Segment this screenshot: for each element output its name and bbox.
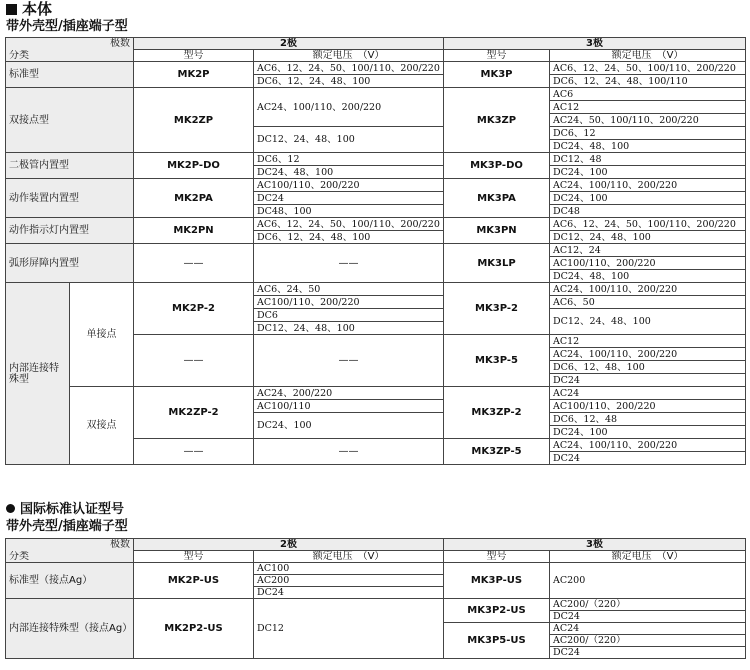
voltage-cell: DC24 (550, 374, 746, 387)
voltage-cell: AC24、100/110、200/220 (550, 348, 746, 361)
voltage-cell: DC12 (254, 599, 444, 659)
model-mk2pa: MK2PA (134, 179, 254, 218)
voltage-cell: DC24、100 (254, 413, 444, 439)
voltage-cell: AC6、12、24、50、100/110、200/220 (254, 218, 444, 231)
poles-2-header: 2极 (134, 539, 444, 551)
model-mk3p-5: MK3P-5 (444, 335, 550, 387)
model-header-2: 型号 (134, 50, 254, 62)
voltage-cell: AC24 (550, 623, 746, 635)
voltage-header-2: 额定电压 （V） (254, 50, 444, 62)
voltage-cell: AC24、50、100/110、200/220 (550, 114, 746, 127)
poles-label: 极数 (6, 38, 134, 50)
section1-subtitle: 带外壳型/插座端子型 (6, 19, 128, 34)
model-mk3p2-us: MK3P2-US (444, 599, 550, 623)
voltage-cell: DC24、48、100 (254, 166, 444, 179)
category-standard-ag: 标准型（接点Ag） (6, 563, 134, 599)
voltage-cell: AC6 (550, 88, 746, 101)
voltage-cell: AC6、24、50 (254, 283, 444, 296)
model-mk2p-do: MK2P-DO (134, 153, 254, 179)
voltage-header-2: 额定电压 （V） (254, 551, 444, 563)
model-mk2p-2: MK2P-2 (134, 283, 254, 335)
voltage-cell: DC24 (550, 452, 746, 465)
voltage-cell: DC6、12、48 (550, 413, 746, 426)
circle-bullet-icon (6, 504, 15, 513)
voltage-cell: AC12、24 (550, 244, 746, 257)
model-mk3p-do: MK3P-DO (444, 153, 550, 179)
voltage-cell: DC12、24、48、100 (254, 322, 444, 335)
model-mk3zp-2: MK3ZP-2 (444, 387, 550, 439)
category-diode: 二极管内置型 (6, 153, 134, 179)
voltage-cell: AC200/（220） (550, 599, 746, 611)
model-mk3p5-us: MK3P5-US (444, 623, 550, 659)
voltage-cell: AC24、100/110、200/220 (550, 439, 746, 452)
poles-3-header: 3极 (444, 539, 746, 551)
category-standard: 标准型 (6, 62, 134, 88)
model-header-3: 型号 (444, 551, 550, 563)
category-internal-ag: 内部连接特殊型（接点Ag） (6, 599, 134, 659)
voltage-header-3: 额定电压 （V） (550, 50, 746, 62)
certified-spec-table (5, 538, 746, 659)
model-none: —— (134, 335, 254, 387)
category-double-contact: 双接点型 (6, 88, 134, 153)
voltage-cell: AC100/110 (254, 400, 444, 413)
voltage-cell: AC100/110、200/220 (254, 296, 444, 309)
voltage-cell: DC24、48、100 (550, 140, 746, 153)
model-mk2p-us: MK2P-US (134, 563, 254, 599)
section2-subtitle: 带外壳型/插座端子型 (6, 519, 128, 534)
voltage-none: —— (254, 335, 444, 387)
voltage-cell: DC24、100 (550, 426, 746, 439)
model-none: —— (134, 439, 254, 465)
section1-title: 本体 (6, 1, 52, 18)
model-mk3p: MK3P (444, 62, 550, 88)
voltage-cell: AC6、12、24、50、100/110、200/220 (550, 62, 746, 75)
category-device: 动作装置内置型 (6, 179, 134, 218)
model-mk3pa: MK3PA (444, 179, 550, 218)
voltage-cell: AC12 (550, 101, 746, 114)
voltage-cell: DC24 (254, 587, 444, 599)
category-arc: 弧形屏障内置型 (6, 244, 134, 283)
voltage-cell: DC12、24、48、100 (550, 309, 746, 335)
model-mk3p-us: MK3P-US (444, 563, 550, 599)
subcategory-double: 双接点 (70, 387, 134, 465)
square-bullet-icon (6, 4, 17, 15)
voltage-cell: AC100/110、200/220 (550, 400, 746, 413)
model-mk2pn: MK2PN (134, 218, 254, 244)
voltage-none: —— (254, 439, 444, 465)
model-mk2p2-us: MK2P2-US (134, 599, 254, 659)
voltage-cell: AC200/（220） (550, 635, 746, 647)
category-lamp: 动作指示灯内置型 (6, 218, 134, 244)
voltage-cell: DC48 (550, 205, 746, 218)
voltage-cell: DC12、24、48、100 (254, 127, 444, 153)
voltage-cell: DC6、12 (254, 153, 444, 166)
voltage-cell: AC24、100/110、200/220 (550, 283, 746, 296)
voltage-cell: DC6、12、24、48、100 (254, 75, 444, 88)
voltage-cell: AC6、12、24、50、100/110、200/220 (254, 62, 444, 75)
voltage-cell: DC6、12、48、100 (550, 361, 746, 374)
model-mk3p-2: MK3P-2 (444, 283, 550, 335)
voltage-cell: DC24、100 (550, 192, 746, 205)
model-mk2p: MK2P (134, 62, 254, 88)
voltage-cell: DC24、48、100 (550, 270, 746, 283)
model-mk3zp-5: MK3ZP-5 (444, 439, 550, 465)
voltage-cell: DC24 (254, 192, 444, 205)
model-header-3: 型号 (444, 50, 550, 62)
voltage-cell: DC24 (550, 647, 746, 659)
voltage-cell: DC12、24、48、100 (550, 231, 746, 244)
voltage-cell: DC6、12、24、48、100/110 (550, 75, 746, 88)
voltage-cell: DC24 (550, 611, 746, 623)
model-mk3pn: MK3PN (444, 218, 550, 244)
category-label: 分类 (6, 551, 134, 563)
model-none: —— (134, 244, 254, 283)
voltage-cell: AC6、50 (550, 296, 746, 309)
voltage-cell: AC24、200/220 (254, 387, 444, 400)
poles-2-header: 2极 (134, 38, 444, 50)
voltage-cell: AC24 (550, 387, 746, 400)
voltage-none: —— (254, 244, 444, 283)
voltage-cell: DC12、48 (550, 153, 746, 166)
category-label: 分类 (6, 50, 134, 62)
voltage-header-3: 额定电压 （V） (550, 551, 746, 563)
voltage-cell: DC6、12、24、48、100 (254, 231, 444, 244)
voltage-cell: AC12 (550, 335, 746, 348)
voltage-cell: DC6、12 (550, 127, 746, 140)
voltage-cell: AC24、100/110、200/220 (550, 179, 746, 192)
category-internal: 内部连接特殊型 (6, 283, 70, 465)
voltage-cell: AC100 (254, 563, 444, 575)
main-spec-table (5, 37, 746, 465)
voltage-cell: DC6 (254, 309, 444, 322)
voltage-cell: AC100/110、200/220 (254, 179, 444, 192)
model-mk3zp: MK3ZP (444, 88, 550, 153)
model-mk2zp: MK2ZP (134, 88, 254, 153)
model-header-2: 型号 (134, 551, 254, 563)
voltage-cell: AC24、100/110、200/220 (254, 88, 444, 127)
section2-title: 国际标准认证型号 (6, 502, 124, 517)
voltage-cell: AC100/110、200/220 (550, 257, 746, 270)
voltage-cell: AC6、12、24、50、100/110、200/220 (550, 218, 746, 231)
model-mk3lp: MK3LP (444, 244, 550, 283)
voltage-cell: DC48、100 (254, 205, 444, 218)
voltage-cell: AC200 (550, 563, 746, 599)
voltage-cell: DC24、100 (550, 166, 746, 179)
voltage-cell: AC200 (254, 575, 444, 587)
poles-label: 极数 (6, 539, 134, 551)
subcategory-single: 单接点 (70, 283, 134, 387)
model-mk2zp-2: MK2ZP-2 (134, 387, 254, 439)
poles-3-header: 3极 (444, 38, 746, 50)
